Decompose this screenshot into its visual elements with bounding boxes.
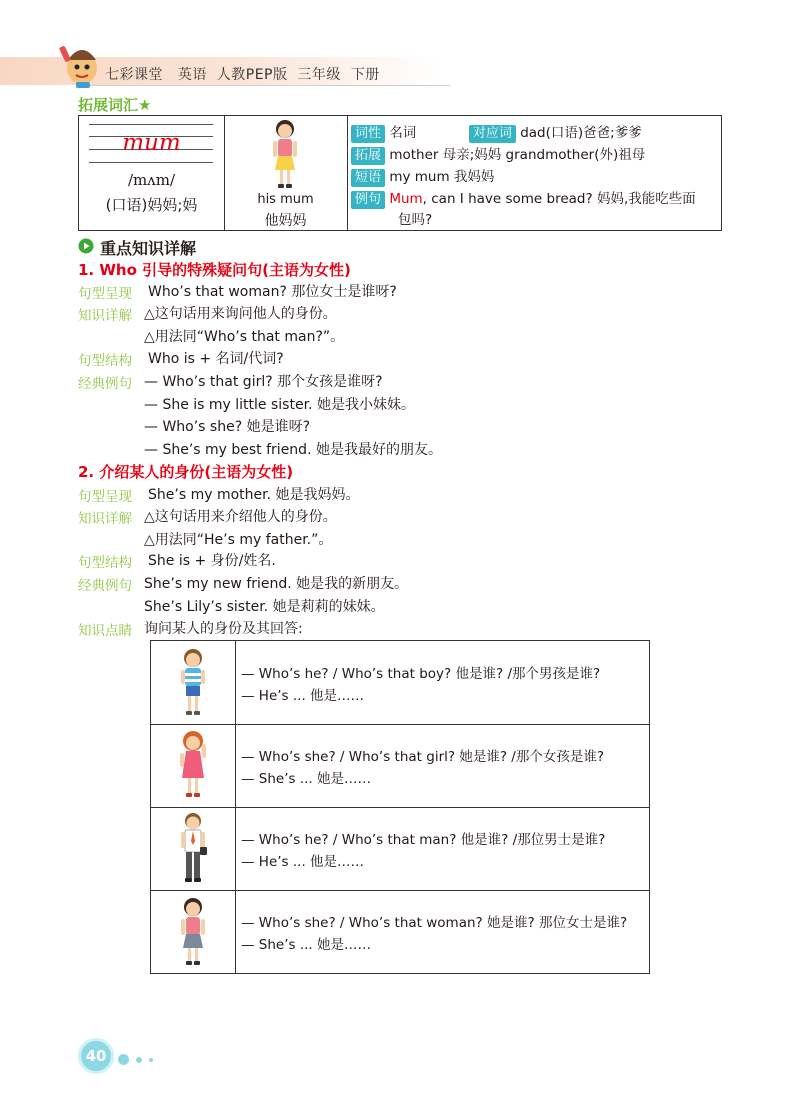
play-bullet-icon bbox=[78, 238, 94, 254]
table-question: — Who’s she? / Who’s that girl? 她是谁? /那个女孩是谁? bbox=[241, 749, 604, 765]
decor-dot bbox=[149, 1058, 153, 1062]
vocab-box bbox=[78, 115, 722, 231]
figure-cell bbox=[151, 641, 236, 724]
point2-detail: △这句话用来介绍他人的身份。 bbox=[144, 509, 337, 525]
table-question: — Who’s he? / Who’s that man? 他是谁? /那位男士是谁? bbox=[241, 832, 606, 848]
figure-cell bbox=[151, 807, 236, 890]
table-answer: — He’s ... 他是…… bbox=[241, 688, 365, 704]
page-number: 40 bbox=[78, 1038, 114, 1074]
table-row bbox=[151, 890, 649, 973]
point1-example: — Who’s that girl? 那个女孩是谁呀? bbox=[144, 374, 383, 390]
table-row bbox=[151, 807, 649, 891]
mum-figure-icon bbox=[270, 118, 300, 190]
point1-structure-label: 句型结构 bbox=[78, 353, 132, 369]
point2-tip-label: 知识点睛 bbox=[78, 623, 132, 639]
point1-detail: △用法同“Who’s that man?”。 bbox=[144, 329, 345, 345]
header-underline bbox=[90, 85, 450, 86]
header-title: 七彩课堂 英语 人教PEP版 三年级 下册 bbox=[105, 67, 380, 83]
girl-figure-icon bbox=[178, 730, 208, 802]
vocab-row-extend: 拓展 mother 母亲;妈妈 grandmother(外)祖母 bbox=[351, 143, 645, 165]
woman-figure-icon bbox=[178, 896, 208, 968]
point2-example: She’s Lily’s sister. 她是莉莉的妹妹。 bbox=[144, 599, 385, 615]
point1-title: 1. Who 引导的特殊疑问句(主语为女性) bbox=[78, 261, 351, 279]
vocab-meaning: (口语)妈妈;妈 bbox=[105, 196, 198, 214]
point1-example: — She is my little sister. 她是我小妹妹。 bbox=[144, 397, 415, 413]
point1-detail: △这句话用来询问他人的身份。 bbox=[144, 306, 337, 322]
point2-detail-label: 知识详解 bbox=[78, 511, 132, 527]
vocab-row-example: 例句 Mum, can I have some bread? 妈妈,我能吃些面 bbox=[351, 187, 696, 209]
point2-example: She’s my new friend. 她是我的新朋友。 bbox=[144, 576, 409, 592]
point2-pattern-label: 句型呈现 bbox=[78, 489, 132, 505]
point1-pattern-label: 句型呈现 bbox=[78, 286, 132, 302]
point2-example-label: 经典例句 bbox=[78, 578, 132, 594]
point1-example: — She’s my best friend. 她是我最好的朋友。 bbox=[144, 442, 442, 458]
table-question: — Who’s he? / Who’s that boy? 他是谁? /那个男孩是谁? bbox=[241, 666, 601, 682]
decor-dot bbox=[136, 1057, 142, 1063]
knowledge-section-title: 重点知识详解 bbox=[100, 239, 197, 258]
tag-counterpart: 对应词 bbox=[469, 125, 516, 143]
vocab-row-pos: 词性 名词 对应词 dad(口语)爸爸;爹爹 bbox=[351, 121, 642, 143]
vocab-section-title: 拓展词汇★ bbox=[78, 96, 152, 114]
point1-pattern: Who’s that woman? 那位女士是谁呀? bbox=[148, 284, 397, 300]
mascot-icon bbox=[56, 38, 106, 88]
point2-tip: 询问某人的身份及其回答: bbox=[144, 621, 303, 637]
figure-cell bbox=[151, 724, 236, 807]
table-answer: — She’s ... 她是…… bbox=[241, 937, 372, 953]
point2-title: 2. 介绍某人的身份(主语为女性) bbox=[78, 463, 294, 481]
point1-structure: Who is + 名词/代词? bbox=[148, 351, 284, 367]
identity-table bbox=[150, 640, 650, 974]
tag-extend: 拓展 bbox=[351, 147, 385, 165]
vocab-word: mum bbox=[122, 130, 181, 156]
point1-example: — Who’s she? 她是谁呀? bbox=[144, 419, 311, 435]
decor-dot bbox=[118, 1054, 129, 1065]
boy-figure-icon bbox=[178, 647, 208, 719]
point1-example-label: 经典例句 bbox=[78, 376, 132, 392]
table-answer: — He’s ... 他是…… bbox=[241, 854, 365, 870]
tag-pos: 词性 bbox=[351, 125, 385, 143]
vocab-word-cell bbox=[79, 116, 225, 230]
ruled-line bbox=[89, 124, 213, 125]
tag-example: 例句 bbox=[351, 191, 385, 209]
vocab-image-cell bbox=[224, 116, 348, 230]
point2-detail: △用法同“He’s my father.”。 bbox=[144, 532, 333, 548]
image-caption-en: his mum bbox=[257, 192, 314, 207]
point1-detail-label: 知识详解 bbox=[78, 308, 132, 324]
point2-pattern: She’s my mother. 她是我妈妈。 bbox=[148, 487, 360, 503]
table-answer: — She’s ... 她是…… bbox=[241, 771, 372, 787]
table-question: — Who’s she? / Who’s that woman? 她是谁? 那位女士是谁? bbox=[241, 915, 628, 931]
vocab-phonetic: /mʌm/ bbox=[127, 171, 176, 189]
table-row bbox=[151, 641, 649, 725]
man-figure-icon bbox=[178, 811, 208, 887]
ruled-line bbox=[89, 162, 213, 163]
point2-structure: She is + 身份/姓名. bbox=[148, 553, 276, 569]
vocab-row-example-cont: 包吗? bbox=[398, 212, 433, 228]
tag-phrase: 短语 bbox=[351, 169, 385, 187]
figure-cell bbox=[151, 890, 236, 973]
point2-structure-label: 句型结构 bbox=[78, 555, 132, 571]
vocab-row-phrase: 短语 my mum 我妈妈 bbox=[351, 165, 494, 187]
image-caption-cn: 他妈妈 bbox=[264, 213, 307, 229]
table-row bbox=[151, 724, 649, 808]
